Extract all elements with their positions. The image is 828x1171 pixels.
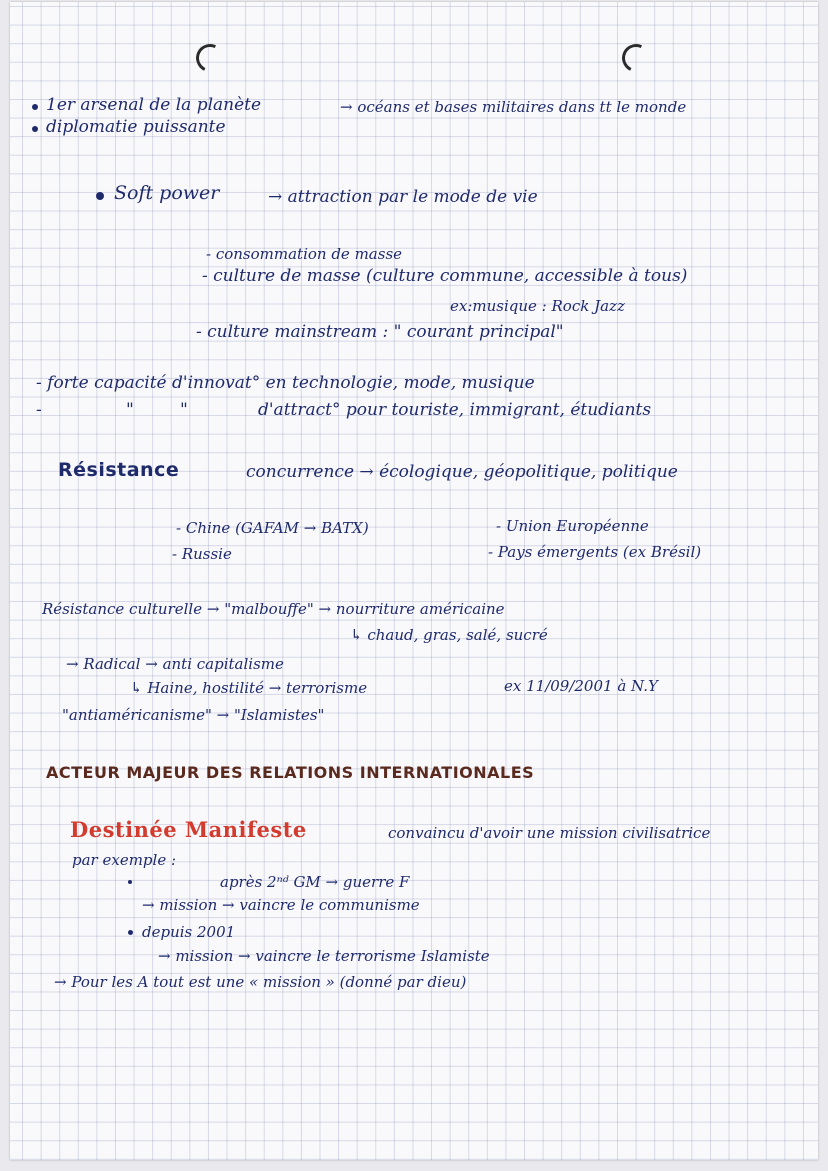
section-heading-resistance: Résistance <box>58 459 180 481</box>
note-line: ↳ chaud, gras, salé, sucré <box>350 626 548 644</box>
note-line: - Chine (GAFAM → BATX) <box>176 519 369 537</box>
note-line: - Russie <box>172 545 232 563</box>
note-line: → Radical → anti capitalisme <box>66 655 284 673</box>
bullet-dot <box>128 930 133 935</box>
note-line: - Pays émergents (ex Brésil) <box>488 543 702 561</box>
note-line: " <box>126 400 134 420</box>
note-line: après 2ⁿᵈ GM → guerre F <box>220 873 410 891</box>
bullet-dot <box>96 192 104 200</box>
note-line: Soft power <box>114 182 220 204</box>
note-line: depuis 2001 <box>142 923 236 941</box>
binder-hole-left <box>192 40 228 76</box>
note-line: "antiaméricanisme" → "Islamistes" <box>62 706 325 724</box>
notebook-page <box>10 2 818 1160</box>
note-line: convaincu d'avoir une mission civilisatrice <box>388 824 711 842</box>
note-line: → attraction par le mode de vie <box>268 187 538 207</box>
note-line: → Pour les A tout est une « mission » (donné par dieu) <box>54 973 467 991</box>
note-line: par exemple : <box>72 851 177 869</box>
section-heading-destinee-manifeste: Destinée Manifeste <box>70 817 307 842</box>
note-line: diplomatie puissante <box>46 117 226 137</box>
binder-hole-right <box>618 40 654 76</box>
note-line: ex 11/09/2001 à N.Y <box>504 677 658 695</box>
note-line: ex:musique : Rock Jazz <box>450 297 625 315</box>
note-line: concurrence → écologique, géopolitique, politique <box>246 462 678 482</box>
note-line: - culture de masse (culture commune, accessible à tous) <box>202 266 688 286</box>
note-line: → mission → vaincre le terrorisme Islamiste <box>158 947 490 965</box>
note-line: - forte capacité d'innovat° en technologie, mode, musique <box>36 373 535 393</box>
note-line: - consommation de masse <box>206 245 403 263</box>
note-line: → mission → vaincre le communisme <box>142 896 420 914</box>
note-line: 1er arsenal de la planète <box>46 95 262 115</box>
note-line: Résistance culturelle → "malbouffe" → nourriture américaine <box>42 600 505 618</box>
bullet-dot <box>32 126 38 132</box>
note-line: - culture mainstream : " courant principal" <box>196 322 564 342</box>
note-line: → océans et bases militaires dans tt le monde <box>340 98 687 116</box>
note-line: " <box>180 400 188 420</box>
note-line: - <box>36 400 42 420</box>
note-line: - Union Européenne <box>496 517 649 535</box>
section-heading-acteur-majeur: ACTEUR MAJEUR DES RELATIONS INTERNATIONALES <box>46 763 535 782</box>
note-line: ↳ Haine, hostilité → terrorisme <box>130 679 368 697</box>
note-line: d'attract° pour touriste, immigrant, étudiants <box>258 400 652 420</box>
bullet-dot <box>32 104 38 110</box>
bullet-dot <box>128 880 132 884</box>
